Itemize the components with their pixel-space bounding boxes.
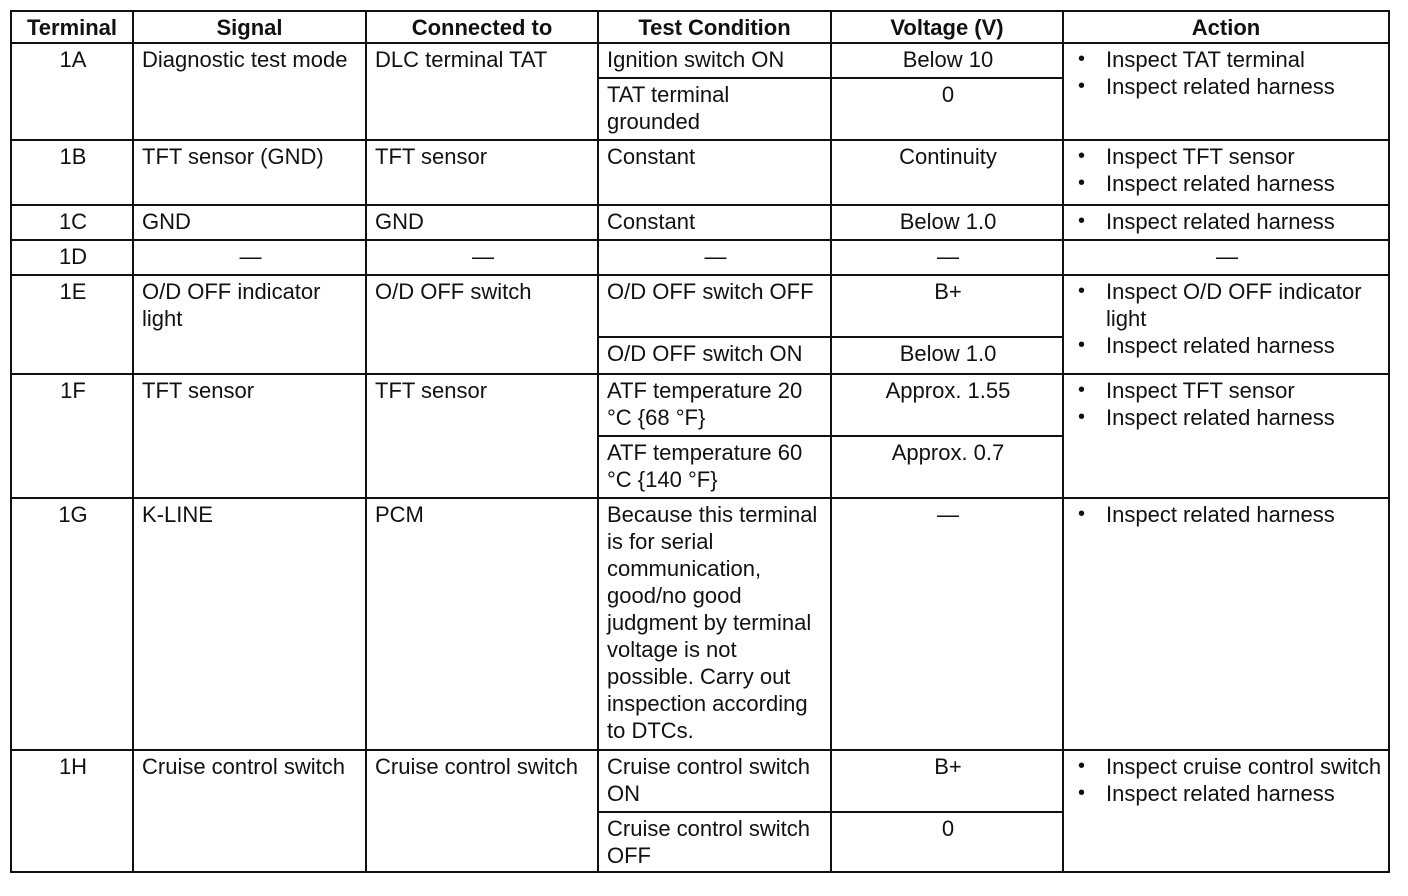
connected-cell: — [366, 240, 598, 275]
terminal-cell: 1F [11, 374, 133, 498]
table-row [11, 750, 1389, 812]
action-item: • Inspect TFT sensor [1106, 143, 1382, 170]
signal-cell: Cruise control switch [133, 750, 366, 872]
signal-cell: TFT sensor (GND) [133, 140, 366, 205]
signal-cell: K-LINE [133, 498, 366, 750]
voltage-cell: Below 1.0 [831, 205, 1063, 240]
action-item: • Inspect related harness [1106, 73, 1382, 100]
condition-cell: Constant [598, 140, 831, 205]
action-item: • Inspect related harness [1106, 404, 1382, 431]
condition-cell: TAT terminal grounded [598, 78, 831, 140]
condition-cell: Constant [598, 205, 831, 240]
voltage-cell: Continuity [831, 140, 1063, 205]
signal-cell: O/D OFF indicator light [133, 275, 366, 374]
condition-cell: O/D OFF switch ON [598, 337, 831, 374]
header-row [11, 11, 1389, 43]
action-item: • Inspect related harness [1106, 501, 1382, 528]
voltage-cell: — [831, 240, 1063, 275]
voltage-cell: Approx. 1.55 [831, 374, 1063, 436]
terminal-cell: 1D [11, 240, 133, 275]
action-cell [1063, 205, 1389, 240]
action-item: • Inspect TFT sensor [1106, 377, 1382, 404]
action-item: • Inspect TAT terminal [1106, 46, 1382, 73]
table-row [11, 498, 1389, 750]
terminal-cell: 1B [11, 140, 133, 205]
action-item: • Inspect related harness [1106, 170, 1382, 197]
action-cell: — [1063, 240, 1389, 275]
action-item: • Inspect cruise control switch [1106, 753, 1382, 780]
action-cell [1063, 275, 1389, 374]
action-cell [1063, 374, 1389, 498]
terminal-cell: 1H [11, 750, 133, 872]
header-connected-to: Connected to [366, 11, 598, 43]
connected-cell: GND [366, 205, 598, 240]
terminal-cell: 1A [11, 43, 133, 140]
condition-cell: — [598, 240, 831, 275]
voltage-cell: B+ [831, 275, 1063, 337]
signal-cell: GND [133, 205, 366, 240]
voltage-cell: Approx. 0.7 [831, 436, 1063, 498]
header-action: Action [1063, 11, 1389, 43]
connected-cell: Cruise control switch [366, 750, 598, 872]
connected-cell: DLC terminal TAT [366, 43, 598, 140]
table-row [11, 374, 1389, 436]
action-cell [1063, 498, 1389, 750]
signal-cell: — [133, 240, 366, 275]
voltage-cell: 0 [831, 78, 1063, 140]
connected-cell: TFT sensor [366, 140, 598, 205]
signal-cell: TFT sensor [133, 374, 366, 498]
connected-cell: O/D OFF switch [366, 275, 598, 374]
action-item: • Inspect related harness [1106, 780, 1382, 807]
voltage-cell: — [831, 498, 1063, 750]
header-test-condition: Test Condition [598, 11, 831, 43]
connected-cell: PCM [366, 498, 598, 750]
header-terminal: Terminal [11, 11, 133, 43]
table-row [11, 275, 1389, 337]
table-row [11, 240, 1389, 275]
condition-cell: ATF temperature 20 °C {68 °F} [598, 374, 831, 436]
action-item: • Inspect O/D OFF indicator light [1106, 278, 1382, 332]
condition-cell: O/D OFF switch OFF [598, 275, 831, 337]
voltage-cell: 0 [831, 812, 1063, 872]
condition-cell: Because this terminal is for serial communication, good/no good judgment by terminal voltage is not possible. Carry out inspection according to DTCs. [598, 498, 831, 750]
table-row [11, 205, 1389, 240]
condition-cell: ATF temperature 60 °C {140 °F} [598, 436, 831, 498]
connected-cell: TFT sensor [366, 374, 598, 498]
voltage-cell: Below 10 [831, 43, 1063, 78]
voltage-cell: B+ [831, 750, 1063, 812]
action-cell [1063, 140, 1389, 205]
voltage-cell: Below 1.0 [831, 337, 1063, 374]
action-item: • Inspect related harness [1106, 332, 1382, 359]
terminal-cell: 1G [11, 498, 133, 750]
terminal-cell: 1E [11, 275, 133, 374]
condition-cell: Ignition switch ON [598, 43, 831, 78]
terminal-cell: 1C [11, 205, 133, 240]
terminal-table [10, 10, 1390, 873]
action-cell [1063, 750, 1389, 872]
condition-cell: Cruise control switch ON [598, 750, 831, 812]
table-row [11, 43, 1389, 78]
header-voltage: Voltage (V) [831, 11, 1063, 43]
action-cell [1063, 43, 1389, 140]
action-item: • Inspect related harness [1106, 208, 1382, 235]
signal-cell: Diagnostic test mode [133, 43, 366, 140]
header-signal: Signal [133, 11, 366, 43]
condition-cell: Cruise control switch OFF [598, 812, 831, 872]
table-row [11, 140, 1389, 205]
